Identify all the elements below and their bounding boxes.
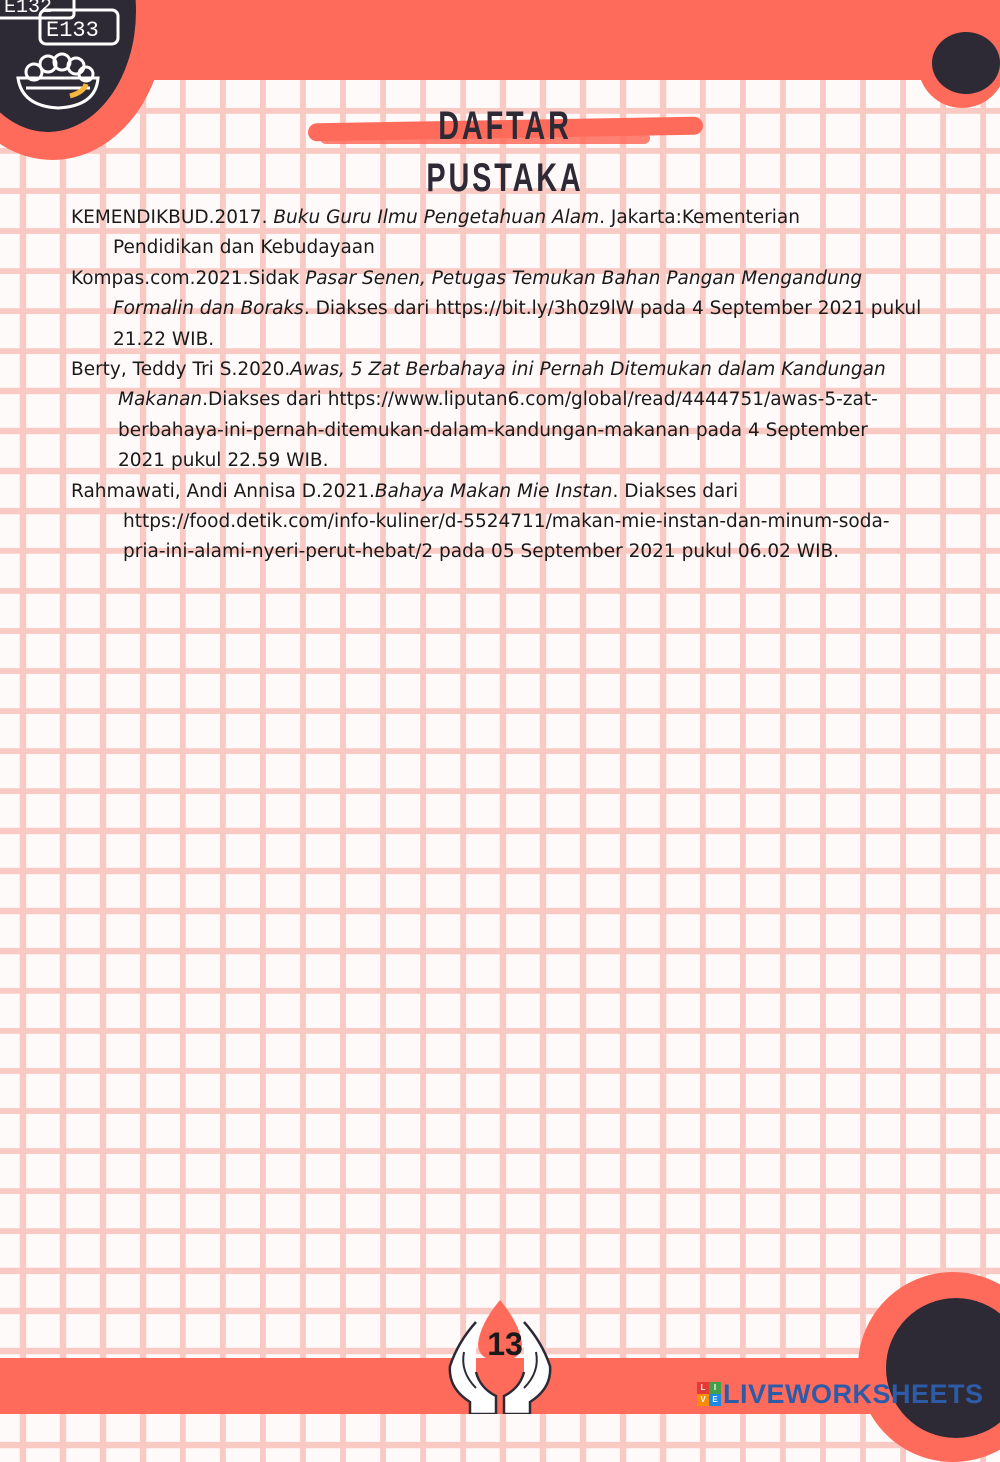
reference-line: [71, 233, 931, 263]
reference-text: Rahmawati, Andi Annisa D.2021.: [71, 480, 375, 502]
reference-title-text: Bahaya Makan Mie Instan: [374, 480, 613, 502]
brand-logo-letter: L: [697, 1382, 709, 1394]
reference-line: [71, 264, 931, 294]
brand-logo-icon: [697, 1382, 721, 1406]
corner-circle-top-right-dark: [932, 32, 1000, 94]
code-label-1: E132: [4, 0, 53, 19]
reference-entry: [71, 477, 931, 568]
reference-text: https://food.detik.com/info-kuliner/d-5524711/makan-mie-instan-dan-minum-soda-: [123, 511, 890, 533]
reference-title-text: Pasar Senen, Petugas Temukan Bahan Pangan Mengandung: [305, 267, 863, 289]
brand-name: LIVEWORKSHEETS: [723, 1378, 984, 1409]
reference-line: [71, 385, 931, 415]
reference-text: . Diakses dari: [612, 480, 739, 502]
reference-line: [71, 477, 931, 507]
reference-title-text: Buku Guru Ilmu Pengetahuan Alam: [273, 207, 600, 228]
reference-entry: [71, 264, 931, 355]
reference-title-text: Awas, 5 Zat Berbahaya ini Pernah Ditemukan dalam Kandungan: [290, 359, 886, 381]
reference-line: [71, 355, 931, 385]
reference-line: [71, 537, 931, 567]
reference-line: [71, 416, 931, 446]
code-label-2: E133: [46, 18, 99, 43]
reference-text: . Diakses dari https://bit.ly/3h0z9lW pada 4 September 2021 pukul: [303, 298, 922, 320]
title-block: [300, 100, 710, 200]
reference-line: [71, 446, 931, 476]
page-title: DAFTAR PUSTAKA: [426, 104, 584, 200]
brand-logo-letter: I: [709, 1382, 721, 1394]
food-bowl-icon: [0, 0, 140, 130]
reference-text: KEMENDIKBUD.2017.: [71, 207, 274, 228]
reference-text: 2021 pukul 22.59 WIB.: [118, 450, 329, 472]
reference-title-text: Formalin dan Boraks: [113, 298, 304, 320]
brand-logo-letter: V: [697, 1394, 709, 1406]
reference-entry: [71, 203, 931, 264]
reference-text: Berty, Teddy Tri S.2020.: [71, 359, 291, 381]
reference-text: 21.22 WIB.: [113, 328, 215, 350]
brand-watermark[interactable]: [697, 1379, 984, 1409]
reference-title-text: Makanan: [118, 389, 203, 411]
reference-text: Kompas.com.2021.Sidak: [71, 267, 306, 289]
reference-line: [71, 203, 931, 233]
reference-line: [71, 325, 931, 355]
reference-text: .Diakses dari https://www.liputan6.com/global/read/4444751/awas-5-zat-: [202, 389, 878, 411]
page-number: 13: [487, 1326, 523, 1362]
reference-text: pria-ini-alami-nyeri-perut-hebat/2 pada 05 September 2021 pukul 06.02 WIB.: [123, 541, 840, 563]
reference-text: . Jakarta:Kementerian: [599, 207, 800, 228]
reference-line: [71, 507, 931, 537]
reference-entry: [71, 355, 931, 477]
reference-text: Pendidikan dan Kebudayaan: [113, 237, 375, 259]
brand-logo-letter: E: [709, 1394, 721, 1406]
reference-list: [71, 203, 931, 568]
reference-line: [71, 294, 931, 324]
reference-text: berbahaya-ini-pernah-ditemukan-dalam-kandungan-makanan pada 4 September: [118, 419, 868, 441]
